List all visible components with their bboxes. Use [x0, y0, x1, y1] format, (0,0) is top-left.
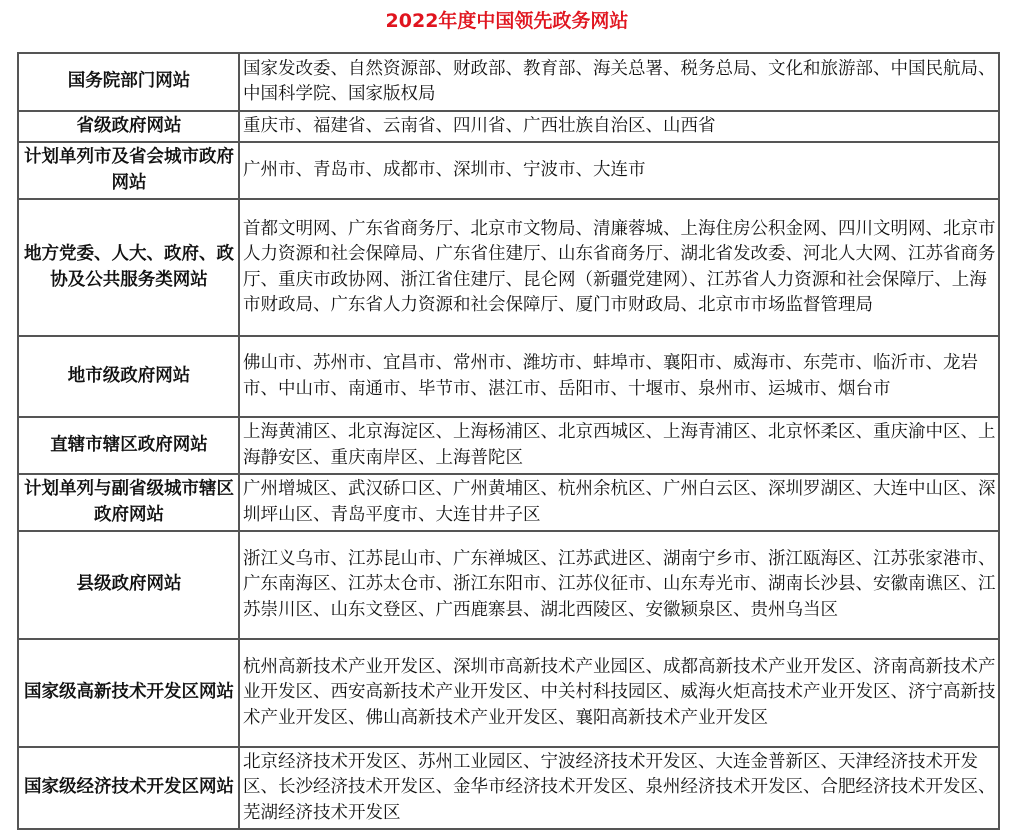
table-row	[18, 474, 999, 531]
category-cell: 直辖市辖区政府网站	[18, 417, 239, 474]
sites-cell: 上海黄浦区、北京海淀区、上海杨浦区、北京西城区、上海青浦区、北京怀柔区、重庆渝中区、上海静安区、重庆南岸区、上海普陀区	[239, 417, 999, 474]
table-row	[18, 111, 999, 142]
table-row	[18, 199, 999, 336]
sites-cell: 浙江义乌市、江苏昆山市、广东禅城区、江苏武进区、湖南宁乡市、浙江瓯海区、江苏张家港市、广东南海区、江苏太仓市、浙江东阳市、江苏仪征市、山东寿光市、湖南长沙县、安徽南谯区、江苏崇川区、山东文登区、广西鹿寨县、湖北西陵区、安徽颍泉区、贵州乌当区	[239, 531, 999, 639]
sites-cell: 首都文明网、广东省商务厅、北京市文物局、清廉蓉城、上海住房公积金网、四川文明网、北京市人力资源和社会保障局、广东省住建厅、山东省商务厅、湖北省发改委、河北人大网、江苏省商务厅、重庆市政协网、浙江省住建厅、昆仑网（新疆党建网）、江苏省人力资源和社会保障厅、上海市财政局、广东省人力资源和社会保障厅、厦门市财政局、北京市市场监督管理局	[239, 199, 999, 336]
sites-cell: 重庆市、福建省、云南省、四川省、广西壮族自治区、山西省	[239, 111, 999, 142]
page-title: 2022年度中国领先政务网站	[385, 10, 629, 32]
table-row	[18, 639, 999, 747]
category-cell: 计划单列与副省级城市辖区政府网站	[18, 474, 239, 531]
table-row	[18, 747, 999, 829]
sites-cell: 杭州高新技术产业开发区、深圳市高新技术产业园区、成都高新技术产业开发区、济南高新技术产业开发区、西安高新技术产业开发区、中关村科技园区、威海火炬高技术产业开发区、济宁高新技术产业开发区、佛山高新技术产业开发区、襄阳高新技术产业开发区	[239, 639, 999, 747]
category-cell: 省级政府网站	[18, 111, 239, 142]
category-cell: 国家级高新技术开发区网站	[18, 639, 239, 747]
table-row	[18, 417, 999, 474]
category-cell: 地方党委、人大、政府、政协及公共服务类网站	[18, 199, 239, 336]
table-row	[18, 336, 999, 417]
sites-cell: 北京经济技术开发区、苏州工业园区、宁波经济技术开发区、大连金普新区、天津经济技术开发区、长沙经济技术开发区、金华市经济技术开发区、泉州经济技术开发区、合肥经济技术开发区、芜湖经济技术开发区	[239, 747, 999, 829]
category-cell: 国务院部门网站	[18, 53, 239, 111]
sites-cell: 广州市、青岛市、成都市、深圳市、宁波市、大连市	[239, 142, 999, 199]
table-row	[18, 531, 999, 639]
sites-cell: 佛山市、苏州市、宜昌市、常州市、潍坊市、蚌埠市、襄阳市、威海市、东莞市、临沂市、龙岩市、中山市、南通市、毕节市、湛江市、岳阳市、十堰市、泉州市、运城市、烟台市	[239, 336, 999, 417]
category-cell: 地市级政府网站	[18, 336, 239, 417]
sites-cell: 广州增城区、武汉硚口区、广州黄埔区、杭州余杭区、广州白云区、深圳罗湖区、大连中山区、深圳坪山区、青岛平度市、大连甘井子区	[239, 474, 999, 531]
sites-cell: 国家发改委、自然资源部、财政部、教育部、海关总署、税务总局、文化和旅游部、中国民航局、中国科学院、国家版权局	[239, 53, 999, 111]
category-cell: 计划单列市及省会城市政府网站	[18, 142, 239, 199]
websites-table	[17, 52, 1000, 830]
category-cell: 县级政府网站	[18, 531, 239, 639]
category-cell: 国家级经济技术开发区网站	[18, 747, 239, 829]
table-row	[18, 142, 999, 199]
table-row	[18, 53, 999, 111]
